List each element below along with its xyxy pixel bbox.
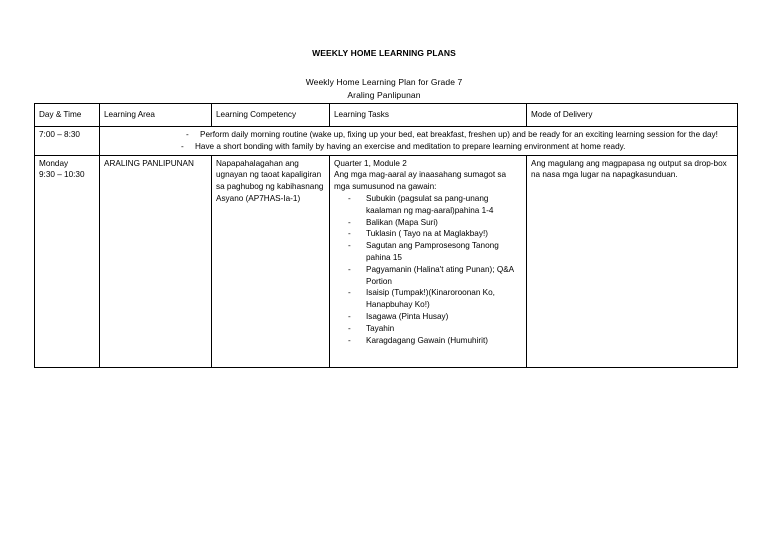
list-item: - Isagawa (Pinta Husay) (334, 311, 522, 323)
column-header-learning-tasks: Learning Tasks (330, 104, 527, 127)
list-item: - Have a short bonding with family by having an exercise and meditation to prepare learning environment at home ready. (181, 141, 626, 151)
routine-list (104, 129, 733, 153)
list-item: - Perform daily morning routine (wake up, fixing up your bed, eat breakfast, freshen up) and be ready for an exciting learning session for the day! (186, 130, 718, 139)
routine-item-text: Have a short bonding with family by having an exercise and meditation to prepare learning environment at home ready. (195, 141, 626, 151)
routine-item-text: Perform daily morning routine (wake up, fixing up your bed, eat breakfast, freshen up) and be ready for an exciting learning session for the day! (200, 130, 718, 139)
list-item: - Balikan (Mapa Suri) (334, 217, 522, 229)
session-day: Monday (39, 158, 69, 168)
session-day-time (35, 155, 100, 367)
plan-subtitle: Weekly Home Learning Plan for Grade 7 (305, 77, 463, 87)
column-header-mode-of-delivery: Mode of Delivery (527, 104, 738, 127)
routine-activities (100, 127, 738, 156)
task-list (334, 193, 522, 346)
session-time: 9:30 – 10:30 (39, 170, 85, 180)
tasks-heading: Quarter 1, Module 2 (334, 158, 407, 168)
document-title: WEEKLY HOME LEARNING PLANS (312, 48, 456, 58)
list-item: - Pagyamanin (Halina't ating Punan); Q&A Portion (334, 264, 522, 288)
session-learning-area: ARALING PANLIPUNAN (100, 155, 212, 367)
list-item: - Sagutan ang Pamprosesong Tanong pahina 15 (334, 240, 522, 264)
table-header-row (35, 104, 738, 127)
column-header-day-time: Day & Time (35, 104, 100, 127)
learning-plan-table (34, 103, 738, 368)
session-row (35, 155, 738, 367)
session-learning-competency: Napapahalagahan ang ugnayan ng taoat kapaligiran sa paghubog ng kabihasnang Asyano (AP7HAS-Ia-1) (212, 155, 330, 367)
column-header-learning-area: Learning Area (100, 104, 212, 127)
session-mode-of-delivery: Ang magulang ang magpapasa ng output sa drop-box na nasa mga lugar na napagkasunduan. (527, 155, 738, 367)
tasks-intro: Ang mga mag-aaral ay inaasahang sumagot sa mga sumusunod na gawain: (334, 170, 507, 192)
list-item: - Isaisip (Tumpak!)(Kinaroroonan Ko, Hanapbuhay Ko!) (334, 287, 522, 311)
list-item: - Tuklasin ( Tayo na at Maglakbay!) (334, 228, 522, 240)
list-item: - Tayahin (334, 323, 522, 335)
subject-title: Araling Panlipunan (347, 90, 421, 100)
session-learning-tasks (330, 155, 527, 367)
routine-row (35, 127, 738, 156)
list-item: - Karagdagang Gawain (Humuhirit) (334, 335, 522, 347)
list-item: - Subukin (pagsulat sa pang-unang kaalaman ng mag-aaral)pahina 1-4 (334, 193, 522, 217)
routine-time: 7:00 – 8:30 (35, 127, 100, 156)
column-header-learning-competency: Learning Competency (212, 104, 330, 127)
